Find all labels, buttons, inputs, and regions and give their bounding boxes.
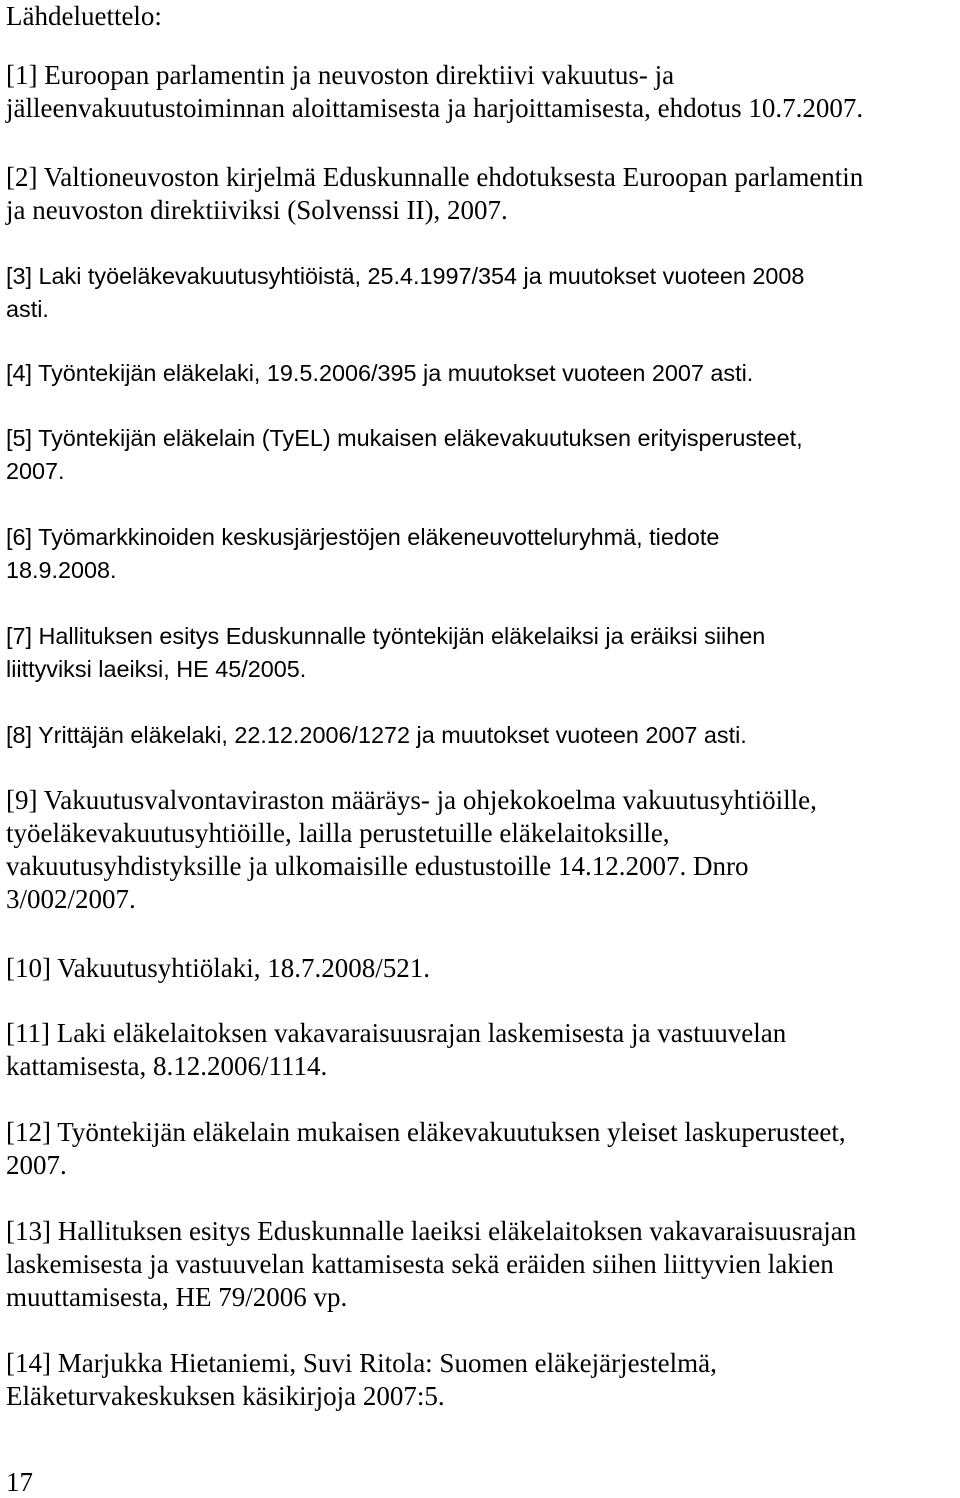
reference-line: muuttamisesta, HE 79/2006 vp. [6, 1282, 348, 1312]
reference-line: [4] Työntekijän eläkelaki, 19.5.2006/395 ja muutokset vuoteen 2007 asti. [6, 360, 754, 386]
reference-line: 3/002/2007. [6, 884, 136, 914]
reference-item [6, 260, 951, 326]
reference-line: jälleenvakuutustoiminnan aloittamisesta ja harjoittamisesta, ehdotus 10.7.2007. [6, 93, 864, 123]
reference-line: [12] Työntekijän eläkelain mukaisen eläkevakuutuksen yleiset laskuperusteet, [6, 1117, 846, 1147]
reference-line: [14] Marjukka Hietaniemi, Suvi Ritola: Suomen eläkejärjestelmä, [6, 1348, 717, 1378]
reference-item [6, 357, 951, 390]
reference-item [6, 1017, 951, 1083]
reference-line: ja neuvoston direktiiviksi (Solvenssi II), 2007. [6, 195, 508, 225]
reference-list-heading: Lähdeluettelo: [6, 1, 162, 31]
reference-item [6, 620, 951, 686]
reference-line: [7] Hallituksen esitys Eduskunnalle työntekijän eläkelaiksi ja eräiksi siihen [6, 623, 766, 649]
reference-item [6, 1215, 951, 1314]
reference-line: [6] Työmarkkinoiden keskusjärjestöjen eläkeneuvotteluryhmä, tiedote [6, 524, 720, 550]
reference-line: Eläketurvakeskuksen käsikirjoja 2007:5. [6, 1381, 445, 1411]
reference-line: [5] Työntekijän eläkelain (TyEL) mukaisen eläkevakuutuksen erityisperusteet, [6, 425, 803, 451]
reference-line: vakuutusyhdistyksille ja ulkomaisille edustustoille 14.12.2007. Dnro [6, 851, 749, 881]
reference-line: [2] Valtioneuvoston kirjelmä Eduskunnalle ehdotuksesta Euroopan parlamentin [6, 162, 864, 192]
reference-line: [3] Laki työeläkevakuutusyhtiöistä, 25.4.1997/354 ja muutokset vuoteen 2008 [6, 263, 805, 289]
reference-line: kattamisesta, 8.12.2006/1114. [6, 1051, 328, 1081]
reference-item [6, 952, 951, 985]
reference-item [6, 1116, 951, 1182]
reference-line: 2007. [6, 1150, 67, 1180]
reference-line: 2007. [6, 458, 65, 484]
reference-line: [1] Euroopan parlamentin ja neuvoston direktiivi vakuutus- ja [6, 60, 675, 90]
reference-line: [10] Vakuutusyhtiölaki, 18.7.2008/521. [6, 953, 430, 983]
reference-item [6, 521, 951, 587]
reference-item [6, 161, 951, 227]
page-number: 17 [6, 1467, 33, 1497]
reference-item [6, 422, 951, 488]
reference-item [6, 1347, 951, 1413]
reference-item [6, 784, 951, 916]
reference-line: 18.9.2008. [6, 557, 117, 583]
reference-line: työeläkevakuutusyhtiöille, lailla perustetuille eläkelaitoksille, [6, 818, 670, 848]
reference-line: [8] Yrittäjän eläkelaki, 22.12.2006/1272 ja muutokset vuoteen 2007 asti. [6, 722, 747, 748]
reference-line: laskemisesta ja vastuuvelan kattamisesta sekä eräiden siihen liittyvien lakien [6, 1249, 834, 1279]
document-page [6, 0, 954, 1498]
reference-line: [11] Laki eläkelaitoksen vakavaraisuusrajan laskemisesta ja vastuuvelan [6, 1018, 787, 1048]
reference-line: [13] Hallituksen esitys Eduskunnalle laeiksi eläkelaitoksen vakavaraisuusrajan [6, 1216, 857, 1246]
reference-line: liittyviksi laeiksi, HE 45/2005. [6, 656, 307, 682]
reference-line: [9] Vakuutusvalvontaviraston määräys- ja ohjekokoelma vakuutusyhtiöille, [6, 785, 817, 815]
reference-item [6, 719, 951, 752]
reference-item [6, 59, 951, 125]
reference-line: asti. [6, 296, 49, 322]
